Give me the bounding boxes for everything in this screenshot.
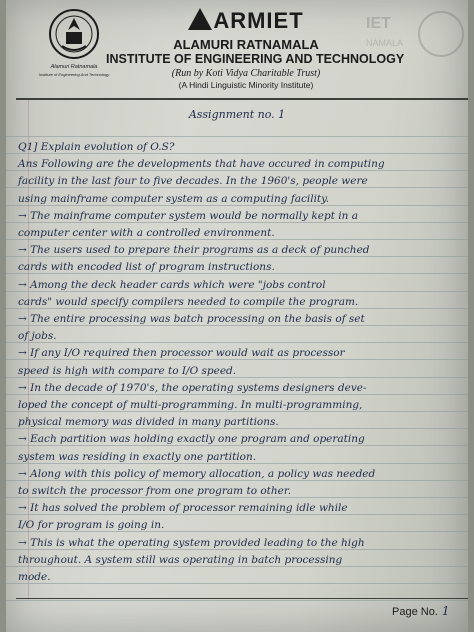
handwritten-line: of jobs. (18, 330, 57, 343)
institute-name-line2: INSTITUTE OF ENGINEERING AND TECHNOLOGY (106, 52, 405, 66)
svg-text:Institute of Engineering And T: Institute of Engineering And Technology (38, 72, 110, 77)
handwritten-line: → The users used to prepare their programs as a deck of punched (18, 244, 370, 257)
handwritten-line: computer center with a controlled environment. (18, 227, 275, 239)
notebook-page (6, 0, 468, 632)
handwritten-line: physical memory was divided in many partitions. (18, 416, 279, 429)
handwritten-line: cards" would specify compilers needed to compile the program. (18, 295, 359, 308)
handwritten-line: → If any I/O required then processor would wait as processor (18, 347, 345, 360)
handwritten-line: using mainframe computer system as a computing facility. (18, 192, 330, 205)
handwritten-line: loped the concept of multi-programming. In multi-programming, (18, 399, 363, 411)
handwritten-line: I/O for program is going in. (18, 519, 165, 532)
svg-text:Alamuri Ratnamala: Alamuri Ratnamala (50, 64, 98, 70)
svg-text:NAMALA: NAMALA (366, 38, 404, 48)
page-number-label: Page No. (392, 606, 438, 618)
triangle-a-icon (188, 8, 212, 30)
brand-logo: ARMIET (106, 8, 386, 33)
handwritten-line: to switch the processor from one program to other. (18, 485, 292, 497)
institute-header (106, 8, 405, 91)
handwritten-line: mode. (18, 571, 51, 583)
footer-divider (16, 598, 468, 599)
handwritten-line: Ans Following are the developments that have occured in computing (18, 158, 385, 171)
assignment-title: Assignment no. 1 (188, 108, 286, 121)
handwritten-line: facility in the last four to five decades. In the 1960's, people were (18, 175, 368, 188)
handwritten-line: → Each partition was holding exactly one program and operating (18, 433, 365, 446)
ruled-line (6, 136, 468, 137)
handwritten-line: Q1] Explain evolution of O.S? (18, 141, 175, 153)
institute-name-line1: ALAMURI RATNAMALA (173, 37, 319, 52)
trust-line: (Run by Koti Vidya Charitable Trust) (171, 68, 321, 79)
handwritten-line: system was residing in exactly one partition. (18, 450, 257, 463)
institute-emblem-icon (38, 6, 110, 92)
header-divider (16, 98, 468, 100)
handwritten-line: → This is what the operating system provided leading to the high (18, 536, 365, 549)
page-number-value: 1 (441, 604, 450, 618)
svg-text:IET: IET (366, 15, 391, 32)
handwritten-line: → It has solved the problem of processor remaining idle while (18, 502, 348, 515)
handwritten-line: → The entire processing was batch processing on the basis of set (18, 313, 365, 325)
handwritten-line: → Among the deck header cards which were "jobs control (18, 278, 326, 291)
minority-line: (A Hindi Linguistic Minority Institute) (178, 80, 314, 90)
handwritten-line: speed is high with compare to I/O speed. (18, 364, 237, 377)
handwritten-line: → Along with this policy of memory allocation, a policy was needed (18, 467, 376, 480)
handwritten-line: throughout. A system still was operating in batch processing (18, 553, 343, 566)
handwritten-line: → In the decade of 1970's, the operating systems designers deve- (18, 381, 367, 394)
page-number (392, 604, 450, 618)
handwritten-line: cards with encoded list of program instructions. (18, 261, 275, 274)
ruled-line (6, 600, 468, 601)
handwritten-line: → The mainframe computer system would be normally kept in a (18, 209, 358, 222)
